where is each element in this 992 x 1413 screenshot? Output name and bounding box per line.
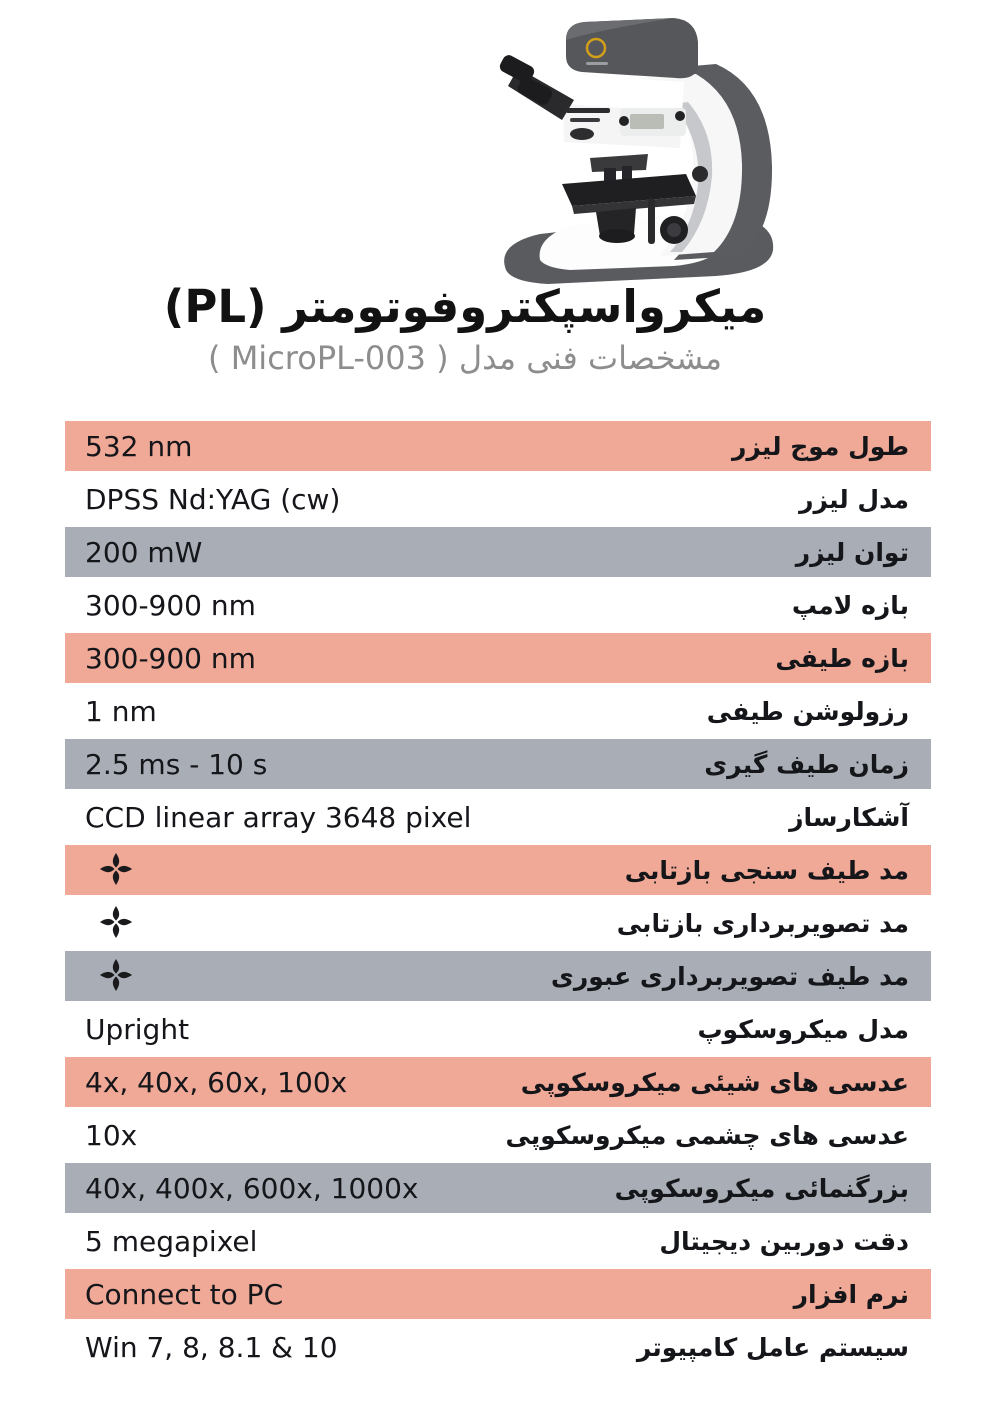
spec-label: زمان طیف گیری — [704, 749, 909, 779]
spec-row-lamp-range — [65, 580, 931, 630]
spec-label: مد تصویربرداری بازتابی — [616, 908, 909, 938]
spec-label: نرم افزار — [793, 1279, 909, 1309]
spec-value: 2.5 ms - 10 s — [85, 747, 268, 781]
microscope-illustration — [478, 8, 788, 286]
spec-value: Win 7, 8, 8.1 & 10 — [85, 1330, 338, 1364]
spec-row-spectral-range — [65, 633, 931, 683]
spec-label: مدل میکروسکوپ — [697, 1014, 909, 1044]
four-petal-asterisk-icon — [65, 848, 133, 893]
spec-value: 5 megapixel — [85, 1224, 258, 1258]
spec-value: DPSS Nd:YAG (cw) — [85, 482, 341, 516]
four-petal-asterisk-icon — [65, 954, 133, 999]
spec-value: 1 nm — [85, 694, 157, 728]
spec-row-eyepiece-lenses — [65, 1110, 931, 1160]
spec-value: 200 mW — [85, 535, 203, 569]
spec-row-objective-lenses — [65, 1057, 931, 1107]
spec-row-microscope-model — [65, 1004, 931, 1054]
spec-value: Upright — [85, 1012, 190, 1046]
spec-label: عدسی های چشمی میکروسکوپی — [505, 1120, 909, 1150]
spec-label: آشکارساز — [789, 802, 909, 832]
spec-row-laser-model — [65, 474, 931, 524]
spec-label: عدسی های شیئی میکروسکوپی — [520, 1067, 909, 1097]
page-subtitle: مشخصات فنی مدل ( MicroPL-003 ) — [208, 338, 722, 377]
spec-row-digital-camera-resolution — [65, 1216, 931, 1266]
page-title: میکرواسپکتروفوتومتر (PL) — [163, 280, 767, 333]
spec-label: بزرگنمائی میکروسکوپی — [614, 1173, 909, 1203]
spec-row-acquisition-time — [65, 739, 931, 789]
spec-value: Connect to PC — [85, 1277, 284, 1311]
display-panel — [619, 108, 686, 136]
spec-row-operating-system — [65, 1322, 931, 1372]
spec-label: بازه طیفی — [775, 643, 909, 673]
microscope-image — [478, 8, 788, 286]
spec-value: 300-900 nm — [85, 588, 256, 622]
header — [60, 282, 870, 376]
stage — [562, 174, 696, 214]
spec-row-laser-power — [65, 527, 931, 577]
spec-label: دقت دوربین دیجیتال — [659, 1226, 909, 1256]
spec-label: مدل لیزر — [799, 484, 909, 514]
four-petal-asterisk-icon — [65, 901, 133, 946]
spec-label: مد طیف تصویربرداری عبوری — [550, 961, 909, 991]
spec-row-software — [65, 1269, 931, 1319]
spec-value: 40x, 400x, 600x, 1000x — [85, 1171, 419, 1205]
spec-row-spectral-resolution — [65, 686, 931, 736]
spec-row-magnification — [65, 1163, 931, 1213]
spec-value: 4x, 40x, 60x, 100x — [85, 1065, 348, 1099]
spec-value: 532 nm — [85, 429, 193, 463]
spec-row-detector — [65, 792, 931, 842]
spec-label: مد طیف سنجی بازتابی — [624, 855, 909, 885]
spec-row-laser-wavelength — [65, 421, 931, 471]
spec-row-reflective-imaging-mode — [65, 898, 931, 948]
spec-row-transmissive-imaging-spectroscopy-mode — [65, 951, 931, 1001]
spec-table — [65, 421, 931, 1375]
spec-label: طول موج لیزر — [731, 431, 909, 461]
spec-value: 300-900 nm — [85, 641, 256, 675]
spec-label: سیستم عامل کامپیوتر — [636, 1332, 909, 1362]
spec-value: 10x — [85, 1118, 138, 1152]
spec-label: رزولوشن طیفی — [706, 696, 909, 726]
spec-label: توان لیزر — [795, 537, 909, 567]
spec-row-reflective-spectroscopy-mode — [65, 845, 931, 895]
spec-value: CCD linear array 3648 pixel — [85, 800, 472, 834]
spec-label: بازه لامپ — [791, 590, 909, 620]
